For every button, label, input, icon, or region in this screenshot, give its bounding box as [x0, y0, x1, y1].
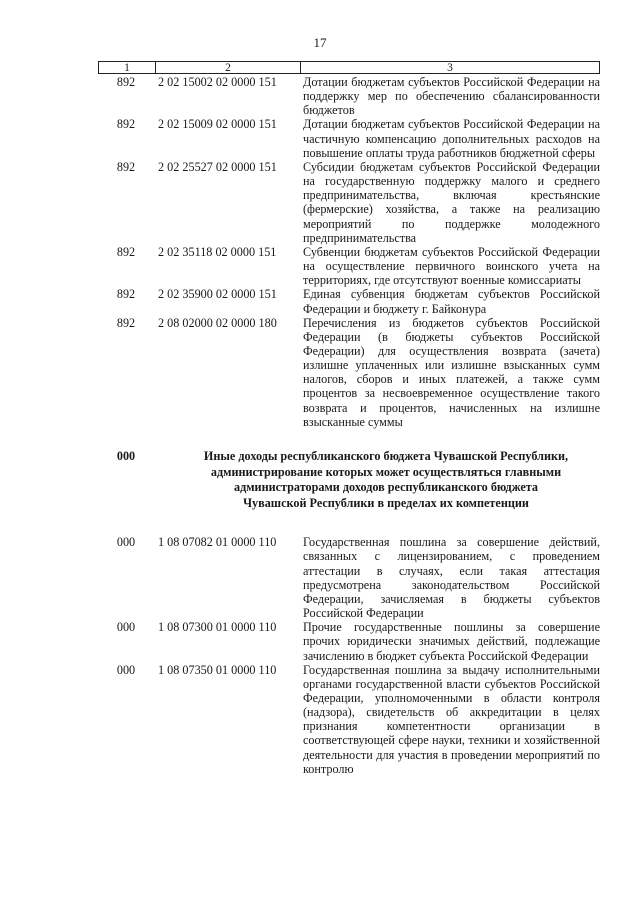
admin-code: 892 — [116, 315, 136, 330]
admin-code: 892 — [116, 117, 136, 132]
revenue-code: 1 08 07300 01 0000 110 — [158, 620, 277, 635]
table-body — [98, 75, 600, 776]
page-number: 17 — [313, 35, 327, 50]
revenue-description: Единая субвенция бюджетам субъектов Российской Федерации и бюджету г. Байконура — [303, 287, 600, 316]
table-row — [98, 117, 600, 159]
revenue-description: Субсидии бюджетам субъектов Российской Федерации на государственную поддержку малого и среднего предпринимательства, включая крестьянские (фермерские) хозяйства, а также на реализацию мероприятий по поддержке молодежного предпринимательства — [303, 159, 600, 245]
admin-code: 000 — [116, 662, 136, 677]
table-row — [98, 245, 600, 287]
table-header — [98, 61, 600, 74]
revenue-code: 2 02 15002 02 0000 151 — [158, 75, 277, 89]
table-row — [98, 160, 600, 245]
admin-code: 892 — [116, 244, 136, 259]
section-title — [154, 449, 600, 511]
revenue-description: Прочие государственные пошлины за совершение прочих юридически значимых действий, подлежащие зачислению в бюджет субъекта Российской Федерации — [303, 620, 600, 663]
admin-code: 892 — [116, 159, 136, 174]
revenue-description: Перечисления из бюджетов субъектов Российской Федерации (в бюджеты субъектов Российской Федерации) для осуществления возврата (зачета) излишне уплаченных или излишне взысканных сумм налогов, сборов и иных платежей, а также сумм процентов за несвоевременное осуществление такого возврата и процентов, начисленных на излишне взысканные суммы — [303, 315, 600, 429]
admin-code: 892 — [116, 75, 136, 89]
revenue-description: Дотации бюджетам субъектов Российской Федерации на частичную компенсацию дополнительных расходов на повышение оплаты труда работников бюджетной сферы — [303, 117, 600, 160]
table-row — [98, 663, 600, 776]
section-title-line: администрирование которых может осуществляться главными — [210, 464, 562, 479]
column-header-1: 1 — [124, 62, 130, 74]
section-title-line: Чувашской Республики в пределах их компетенции — [243, 495, 529, 510]
revenue-code: 2 02 25527 02 0000 151 — [158, 159, 277, 174]
revenue-code: 2 02 35900 02 0000 151 — [158, 287, 277, 302]
table-row — [98, 287, 600, 315]
table-row — [98, 620, 600, 662]
section-heading — [98, 449, 600, 511]
revenue-code: 2 02 35118 02 0000 151 — [158, 244, 277, 259]
section-title-line: администраторами доходов республиканского бюджета — [233, 480, 539, 495]
column-header-3: 3 — [300, 62, 599, 74]
revenue-code: 1 08 07082 01 0000 110 — [158, 535, 277, 550]
section-title-line: Иные доходы республиканского бюджета Чувашской Республики, — [203, 448, 569, 463]
table-row — [98, 535, 600, 620]
admin-code: 000 — [116, 535, 136, 550]
table-row — [98, 75, 600, 117]
table-row — [98, 316, 600, 429]
admin-code: 892 — [116, 287, 136, 302]
revenue-code: 2 08 02000 02 0000 180 — [158, 315, 277, 330]
revenue-code: 1 08 07350 01 0000 110 — [158, 662, 277, 677]
revenue-description: Государственная пошлина за совершение действий, связанных с лицензированием, с проведением аттестации в случаях, если такая аттестация предусмотрена законодательством Российской Федерации, зачисляемая в бюджеты субъектов Российской Федерации — [303, 535, 600, 621]
revenue-description: Субвенции бюджетам субъектов Российской Федерации на осуществление первичного воинского учета на территориях, где отсутствуют военные комиссариаты — [303, 244, 600, 288]
column-header-2: 2 — [155, 62, 300, 74]
revenue-description: Дотации бюджетам субъектов Российской Федерации на поддержку мер по обеспечению сбалансированности бюджетов — [303, 75, 600, 118]
section-code: 000 — [116, 448, 136, 463]
admin-code: 000 — [116, 620, 136, 635]
revenue-description: Государственная пошлина за выдачу исполнительными органами государственной власти субъектов Российской Федерации, уполномоченными в области контроля (надзора), свидетельств об аккредитации в целях признания компетентности организации в соответствующей сфере науки, техники и хозяйственной деятельности для участия в проведении мероприятий по контролю — [303, 662, 600, 776]
revenue-code: 2 02 15009 02 0000 151 — [158, 117, 277, 132]
